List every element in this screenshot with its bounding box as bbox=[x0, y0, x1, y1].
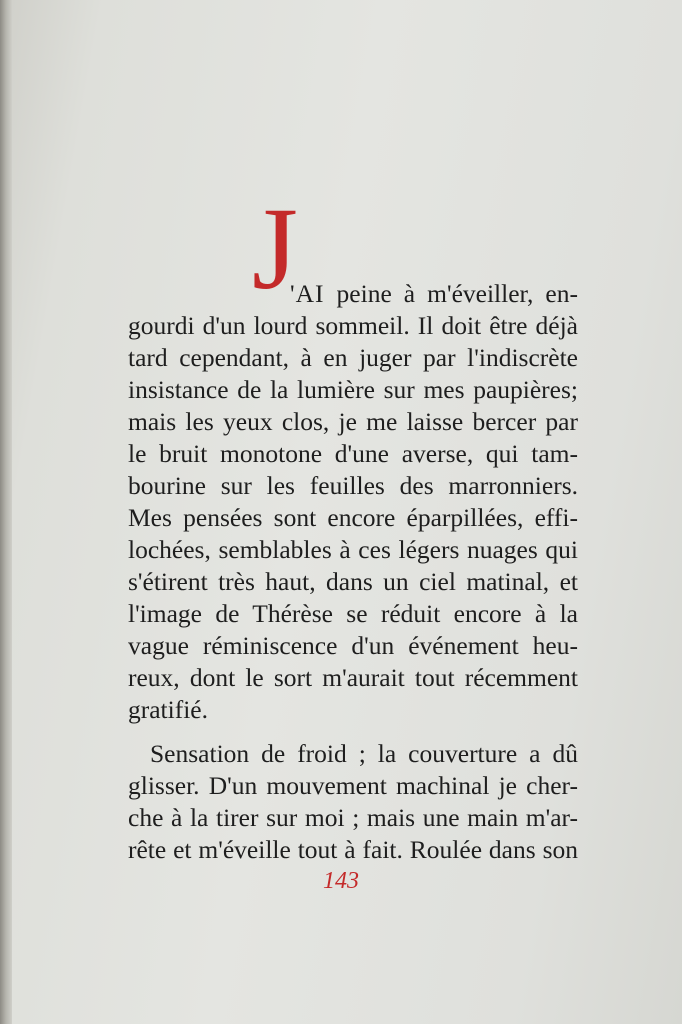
text-line: bourine sur les feuilles des marronniers. bbox=[128, 471, 578, 500]
drop-cap: J bbox=[252, 183, 298, 314]
text-line: che à la tirer sur moi ; mais une main m'ar- bbox=[128, 803, 578, 832]
text-line: Sensation de froid ; la couverture a dû bbox=[150, 739, 578, 768]
text-line: Mes pensées sont encore éparpillées, effi- bbox=[128, 503, 578, 532]
page-number: 143 bbox=[323, 868, 359, 894]
text-line: lochées, semblables à ces légers nuages qui bbox=[128, 535, 578, 564]
text-line: reux, dont le sort m'aurait tout récemment bbox=[128, 663, 578, 692]
text-line: mais les yeux clos, je me laisse bercer par bbox=[128, 407, 578, 436]
first-line-rest: peine à m'éveiller, en- bbox=[324, 279, 578, 308]
text-line: tard cependant, à en juger par l'indiscrète bbox=[128, 343, 578, 372]
text-line: le bruit monotone d'une averse, qui tam- bbox=[128, 439, 578, 468]
text-line: gourdi d'un lourd sommeil. Il doit être déjà bbox=[128, 311, 578, 340]
text-line: gratifié. bbox=[128, 695, 208, 724]
text-line: l'image de Thérèse se réduit encore à la bbox=[128, 599, 578, 628]
text-line: s'étirent très haut, dans un ciel matinal, et bbox=[128, 567, 578, 596]
text-line: insistance de la lumière sur mes paupières; bbox=[128, 375, 578, 404]
first-line-caps: 'AI bbox=[290, 279, 325, 308]
text-line: glisser. D'un mouvement machinal je cher- bbox=[128, 771, 578, 800]
text-line: vague réminiscence d'un événement heu- bbox=[128, 631, 578, 660]
text-line-first bbox=[290, 278, 578, 310]
text-line: rête et m'éveille tout à fait. Roulée dans son bbox=[128, 835, 578, 864]
